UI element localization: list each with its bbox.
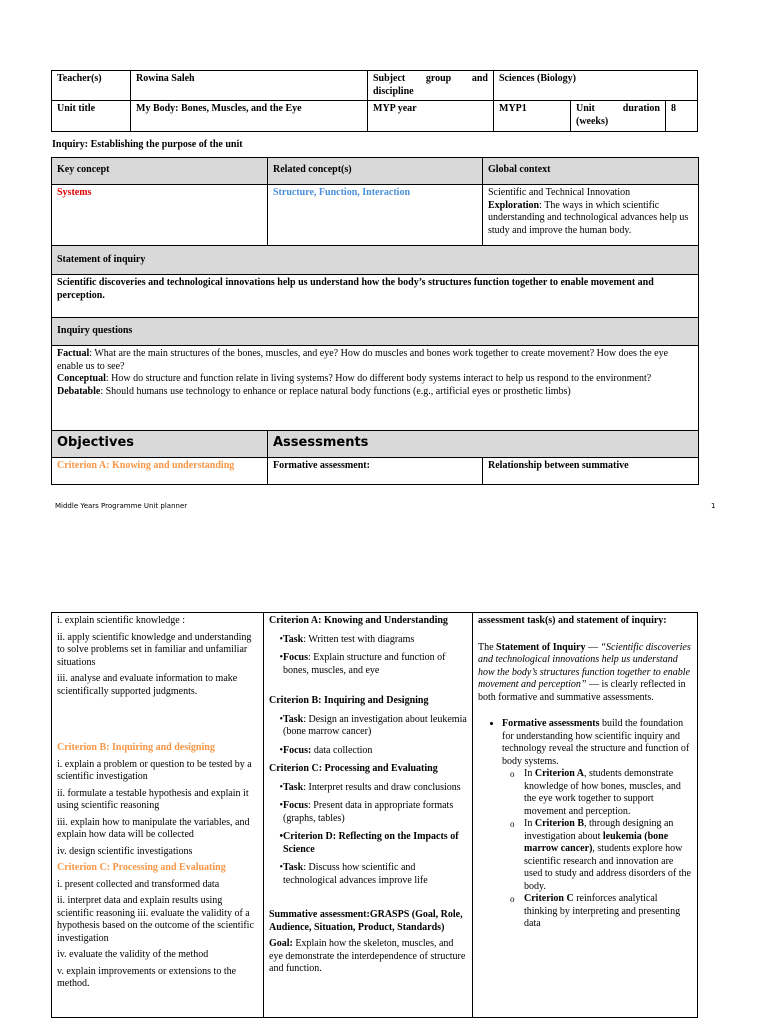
related-concept-value: Structure, Function, Interaction [268,185,483,246]
criterion-b-label: Criterion B: Inquiring and designing [57,742,215,753]
inquiry-heading: Inquiry: Establishing the purpose of the unit [52,139,243,150]
duration-label: Unit duration (weeks) [571,101,666,132]
subject-label: Subject group and discipline [368,71,494,101]
objectives-header: Objectives [52,431,268,458]
inquiry-questions: Factual: What are the main structures of the bones, muscles, and eye? How do muscles and bones work together to create movement? How does the eye enable us to see? Conceptual: How do structure and function relate in living systems? How do different body systems interact to help us respond to the environment? Debatable: Should humans use technology to enhance or replace natural body functions (e.g., artificial eyes or prosthetic limbs) [52,346,699,431]
global-context-label: Global context [483,158,699,185]
objectives-column: i. explain scientific knowledge : ii. apply scientific knowledge and understanding to solve problems set in familiar and unfamiliar situations iii. analyse and evaluate information to make scientifically supported judgments. Criterion B: Inquiring and designing i. explain a problem or question to be tested by a scientific investigation ii. formulate a testable hypothesis and explain it using scientific reasoning iii. explain how to manipulate the variables, and explain how data will be collected iv. design scientific investigations Criterion C: Processing and Evaluating i. present collected and transformed data ii. interpret data and explain results using scientific reasoning iii. evaluate the validity of a hypothesis based on the outcome of the scientific investigation iv. evaluate the validity of the method v. explain improvements or extensions to the method. [52,613,264,1018]
statement-text: Scientific discoveries and technological innovations help us understand how the body’s structures function together to enable movement and perception. [52,275,699,318]
unit-title-label: Unit title [52,101,131,132]
subject-value: Sciences (Biology) [494,71,698,101]
assessments-column: Criterion A: Knowing and Understanding •Task: Written test with diagrams •Focus: Explain structure and function of bones, muscles, and eye Criterion B: Inquiring and Designing •Task: Design an investigation about leukemia (bone marrow cancer) •Focus: data collection Criterion C: Processing and Evaluating •Task: Interpret results and draw conclusions •Focus: Present data in appropriate formats (graphs, tables) •Criterion D: Reflecting on the Impacts of Science •Task: Discuss how scientific and technological advances improve life Summative assessment:GRASPS (Goal, Role, Audience, Situation, Product, Standards) Goal: Explain how the skeleton, muscles, and eye demonstrate the interdependence of structure and function. [264,613,473,1018]
relationship-label: Relationship between summative [483,458,699,485]
statement-label: Statement of inquiry [52,246,699,275]
teacher-label: Teacher(s) [52,71,131,101]
assessments-header: Assessments [268,431,699,458]
unit-title-value: My Body: Bones, Muscles, and the Eye [131,101,368,132]
crit-c-title: Criterion C: Processing and Evaluating [269,763,438,774]
crit-b-title: Criterion B: Inquiring and Designing [269,695,429,706]
criterion-c-label: Criterion C: Processing and Evaluating [57,862,226,873]
key-concept-value: Systems [52,185,268,246]
crit-a-title: Criterion A: Knowing and Understanding [269,615,448,626]
duration-value: 8 [666,101,698,132]
teacher-value: Rowina Saleh [131,71,368,101]
myp-year-value: MYP1 [494,101,571,132]
inquiry-table [51,157,699,485]
footer-title: Middle Years Programme Unit planner [55,502,188,510]
page-number: 1 [711,502,716,510]
criterion-a-label: Criterion A: Knowing and understanding [52,458,268,485]
global-context-value: Scientific and Technical Innovation Exploration: The ways in which scientific understanding and technological advances help us study and improve the human body. [483,185,699,246]
relationship-heading: assessment task(s) and statement of inquiry: [478,615,667,626]
assessment-table [51,612,698,1018]
summative-title: Summative assessment:GRASPS (Goal, Role, Audience, Situation, Product, Standards) [269,909,463,933]
formative-label: Formative assessment: [268,458,483,485]
key-concept-label: Key concept [52,158,268,185]
relationship-column: assessment task(s) and statement of inquiry: The Statement of Inquiry — “Scientific discoveries and technological innovations help us understand how the body’s structures function together to enable movement and perception” — is clearly reflected in both formative and summative assessments. • Formative assessments build the foundation for understanding how scientific inquiry and technology reveal the structure and function of body systems. o In Criterion A, students demonstrate knowledge of how bones, muscles, and the eye work together to support movement and perception. o In Criterion B, through designing an investigation about leukemia (bone marrow cancer), students explore how scientific research and innovation are used to study and address disorders of the body. o Criterion C reinforces analytical thinking by interpreting and presenting data [473,613,698,1018]
inquiry-questions-label: Inquiry questions [52,318,699,346]
related-concept-label: Related concept(s) [268,158,483,185]
unit-header-table [51,70,698,132]
myp-year-label: MYP year [368,101,494,132]
